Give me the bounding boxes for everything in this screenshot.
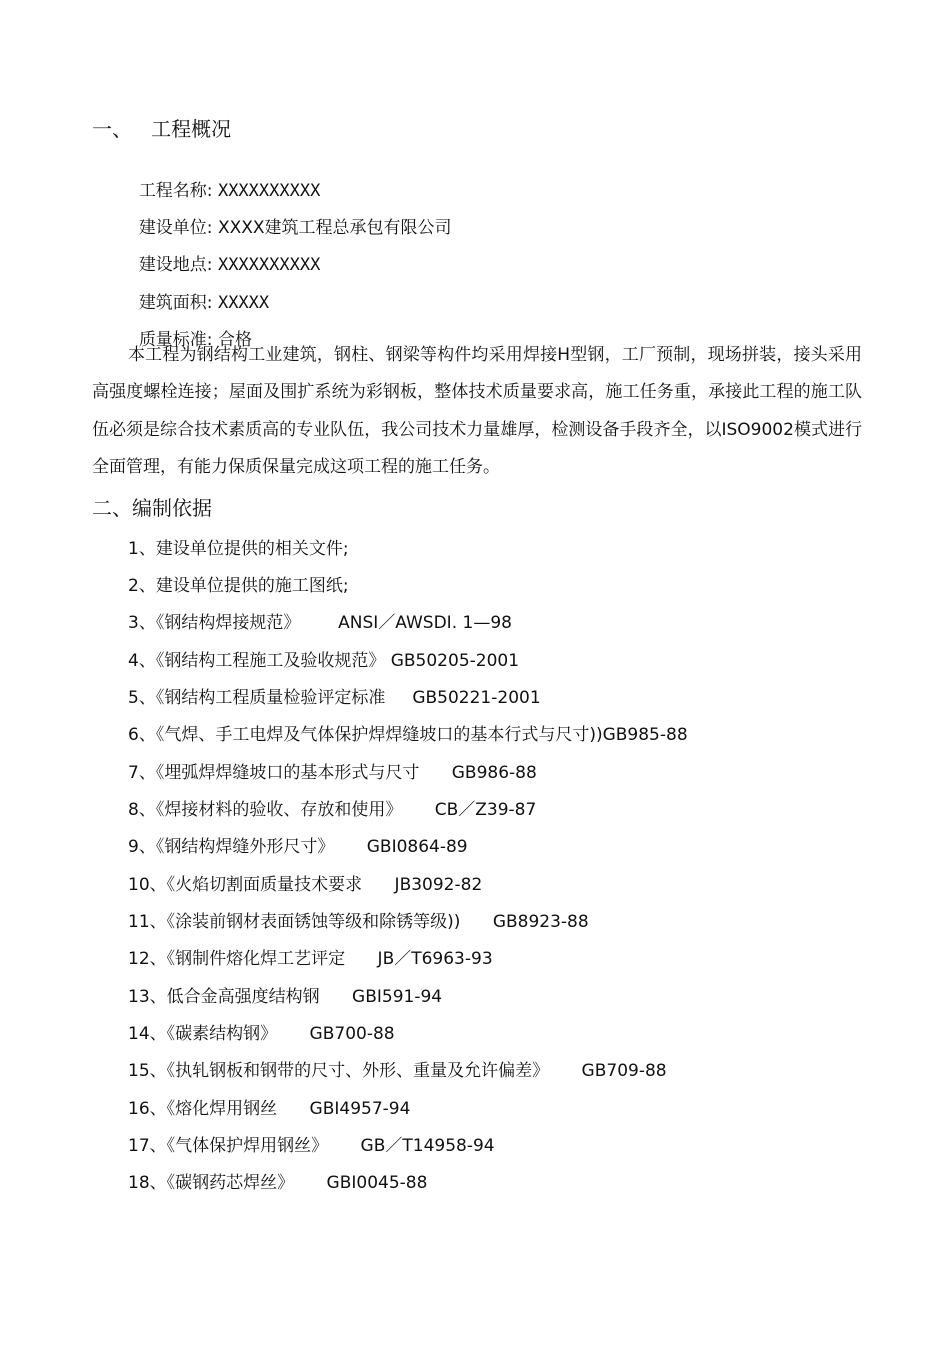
list-item: 10、《火焰切割面质量技术要求 JB3092-82	[128, 875, 483, 895]
list-item: 6、《气焊、手工电焊及气体保护焊焊缝坡口的基本行式与尺寸))GB985-88	[128, 725, 688, 745]
list-item: 16、《熔化焊用钢丝 GBI4957-94	[128, 1099, 411, 1119]
list-item: 11、《涂装前钢材表面锈蚀等级和除锈等级)) GB8923-88	[128, 912, 589, 932]
field-label: 质量标准:	[138, 330, 213, 350]
field-label: 工程名称:	[138, 181, 213, 201]
list-item: 18、《碳钢药芯焊丝》 GBI0045-88	[128, 1173, 428, 1193]
list-item: 12、《钢制件熔化焊工艺评定 JB／T6963-93	[128, 949, 493, 969]
list-item: 8、《焊接材料的验收、存放和使用》 CB／Z39-87	[128, 800, 537, 820]
section-1-title: 一、 工程概况	[92, 117, 232, 141]
list-item: 3、《钢结构焊接规范》 ANSI／AWSDI. 1—98	[128, 613, 512, 633]
list-item: 4、《钢结构工程施工及验收规范》 GB50205-2001	[128, 651, 520, 671]
field-value: 合格	[217, 330, 252, 350]
section-2-title: 二、编制依据	[92, 496, 212, 520]
project-overview-paragraph: 本工程为钢结构工业建筑，钢柱、钢梁等构件均采用焊接H型钢，工厂预制，现场拼装，接头采用高强度螺栓连接；屋面及围扩系统为彩钢板，整体技术质量要求高，施工任务重，承接此工程的施工队伍必须是综合技术素质高的专业队伍，我公司技术力量雄厚，检测设备手段齐全，以ISO9002模式进行全面管理，有能力保质保量完成这项工程的施工任务。	[92, 345, 862, 477]
list-item: 17、《气体保护焊用钢丝》 GB／T14958-94	[128, 1136, 495, 1156]
list-item: 5、《钢结构工程质量检验评定标准 GB50221-2001	[128, 688, 541, 708]
list-item: 13、低合金高强度结构钢 GBI591-94	[128, 987, 443, 1007]
field-value: XXXXXXXXXX	[217, 181, 321, 201]
list-item: 14、《碳素结构钢》 GB700-88	[128, 1024, 395, 1044]
field-label: 建设单位:	[138, 218, 213, 238]
list-item: 7、《埋弧焊焊缝坡口的基本形式与尺寸 GB986-88	[128, 763, 537, 783]
list-item: 2、建设单位提供的施工图纸;	[128, 576, 349, 596]
field-value: XXXXXXXXXX	[217, 255, 321, 275]
field-label: 建设地点:	[138, 255, 213, 275]
field-value: XXXX建筑工程总承包有限公司	[217, 218, 452, 238]
list-item: 1、建设单位提供的相关文件;	[128, 539, 349, 559]
list-item: 15、《执轧钢板和钢带的尺寸、外形、重量及允许偏差》 GB709-88	[128, 1061, 667, 1081]
list-item: 9、《钢结构焊缝外形尺寸》 GBI0864-89	[128, 837, 468, 857]
field-label: 建筑面积:	[138, 293, 213, 313]
field-value: XXXXX	[217, 293, 270, 313]
